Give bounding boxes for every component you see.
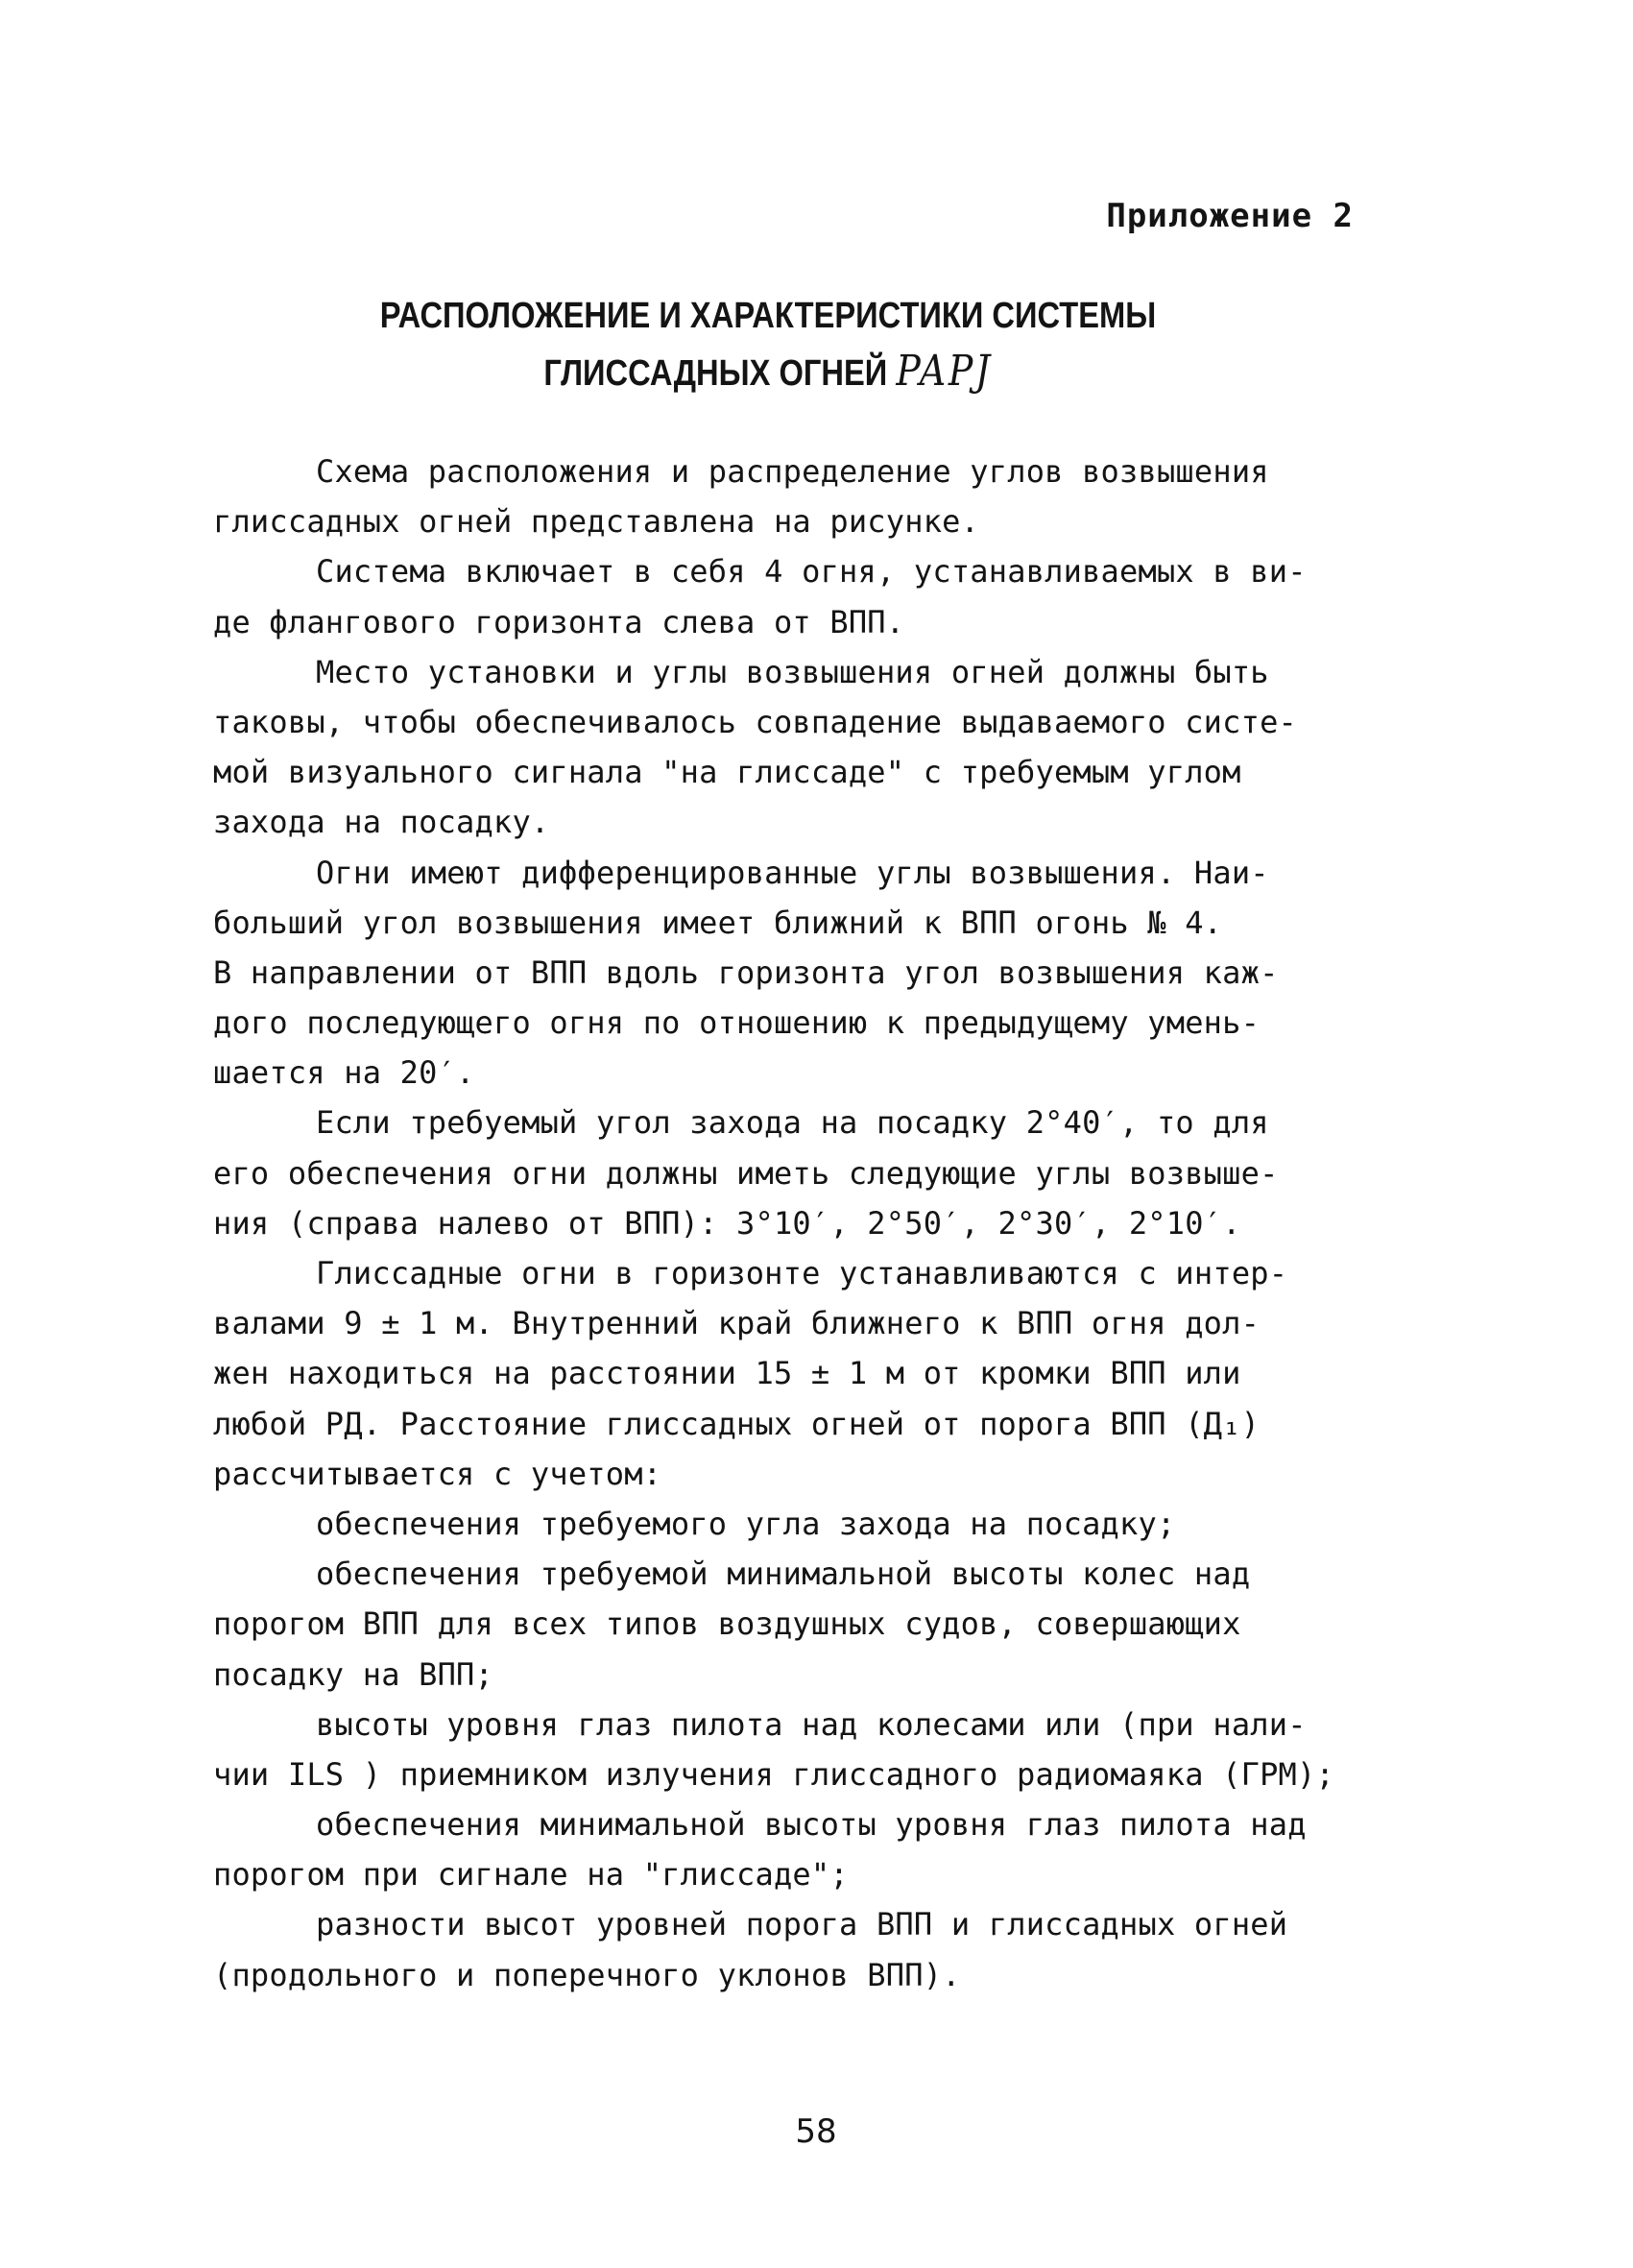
title-line-2-text: ГЛИССАДНЫХ ОГНЕЙ bbox=[543, 353, 888, 394]
text-line: шается на 20′. bbox=[213, 1054, 475, 1092]
text-line: посадку на ВПП; bbox=[213, 1655, 493, 1693]
text-line: обеспечения минимальной высоты уровня глаз пилота над bbox=[316, 1806, 1307, 1844]
text-line: порогом при сигнале на "глиссаде"; bbox=[213, 1856, 849, 1894]
title-handwritten-abbreviation: PAPJ bbox=[896, 347, 993, 396]
text-line: мой визуального сигнала "на глиссаде" с требуемым углом bbox=[213, 754, 1241, 791]
text-line: (продольного и поперечного уклонов ВПП). bbox=[213, 1956, 961, 1993]
document-title bbox=[355, 288, 1181, 401]
text-line: его обеспечения огни должны иметь следующие углы возвыше- bbox=[213, 1154, 1279, 1192]
text-line: порогом ВПП для всех типов воздушных судов, совершающих bbox=[213, 1605, 1241, 1643]
text-line: рассчитывается с учетом: bbox=[213, 1455, 662, 1492]
text-line: дого последующего огня по отношению к предыдущему умень- bbox=[213, 1004, 1261, 1042]
text-line: Если требуемый угол захода на посадку 2°40′, то для bbox=[316, 1104, 1269, 1142]
text-line: разности высот уровней порога ВПП и глиссадных огней bbox=[316, 1906, 1288, 1943]
text-line: Глиссадные огни в горизонте устанавливаются с интер- bbox=[316, 1255, 1288, 1291]
title-line-1: РАСПОЛОЖЕНИЕ И ХАРАКТЕРИСТИКИ СИСТЕМЫ bbox=[379, 296, 1157, 336]
page-number: 58 bbox=[795, 2112, 837, 2151]
text-line: глиссадных огней представлена на рисунке. bbox=[213, 503, 980, 541]
text-line: де флангового горизонта слева от ВПП. bbox=[213, 603, 905, 640]
text-line: жен находиться на расстоянии 15 ± 1 м от кромки ВПП или bbox=[213, 1355, 1241, 1392]
text-line: обеспечения требуемой минимальной высоты колес над bbox=[316, 1556, 1251, 1593]
text-line: чии ILS ) приемником излучения глиссадного радиомаяка (ГРМ); bbox=[213, 1755, 1334, 1793]
text-line: высоты уровня глаз пилота над колесами или (при нали- bbox=[316, 1705, 1307, 1743]
text-line: таковы, чтобы обеспечивалось совпадение выдаваемого систе- bbox=[213, 703, 1298, 740]
appendix-label: Приложение 2 bbox=[1106, 197, 1354, 235]
text-line: Огни имеют дифференцированные углы возвышения. Наи- bbox=[316, 854, 1269, 891]
text-line: Система включает в себя 4 огня, устанавливаемых в ви- bbox=[316, 553, 1307, 591]
text-line: Схема расположения и распределение углов возвышения bbox=[316, 453, 1269, 490]
text-line: валами 9 ± 1 м. Внутренний край ближнего к ВПП огня дол- bbox=[213, 1305, 1261, 1342]
text-line: ния (справа налево от ВПП): 3°10′, 2°50′, 2°30′, 2°10′. bbox=[213, 1204, 1241, 1242]
body-text bbox=[213, 446, 1375, 2000]
text-line: больший угол возвышения имеет ближний к ВПП огонь № 4. bbox=[213, 904, 1223, 941]
title-line-2 bbox=[355, 344, 1181, 401]
text-line: Место установки и углы возвышения огней должны быть bbox=[316, 653, 1269, 690]
text-line: захода на посадку. bbox=[213, 804, 550, 841]
text-line: обеспечения требуемого угла захода на посадку; bbox=[316, 1505, 1176, 1542]
text-line: любой РД. Расстояние глиссадных огней от порога ВПП (Д₁) bbox=[213, 1405, 1261, 1442]
text-line: В направлении от ВПП вдоль горизонта угол возвышения каж- bbox=[213, 953, 1279, 991]
